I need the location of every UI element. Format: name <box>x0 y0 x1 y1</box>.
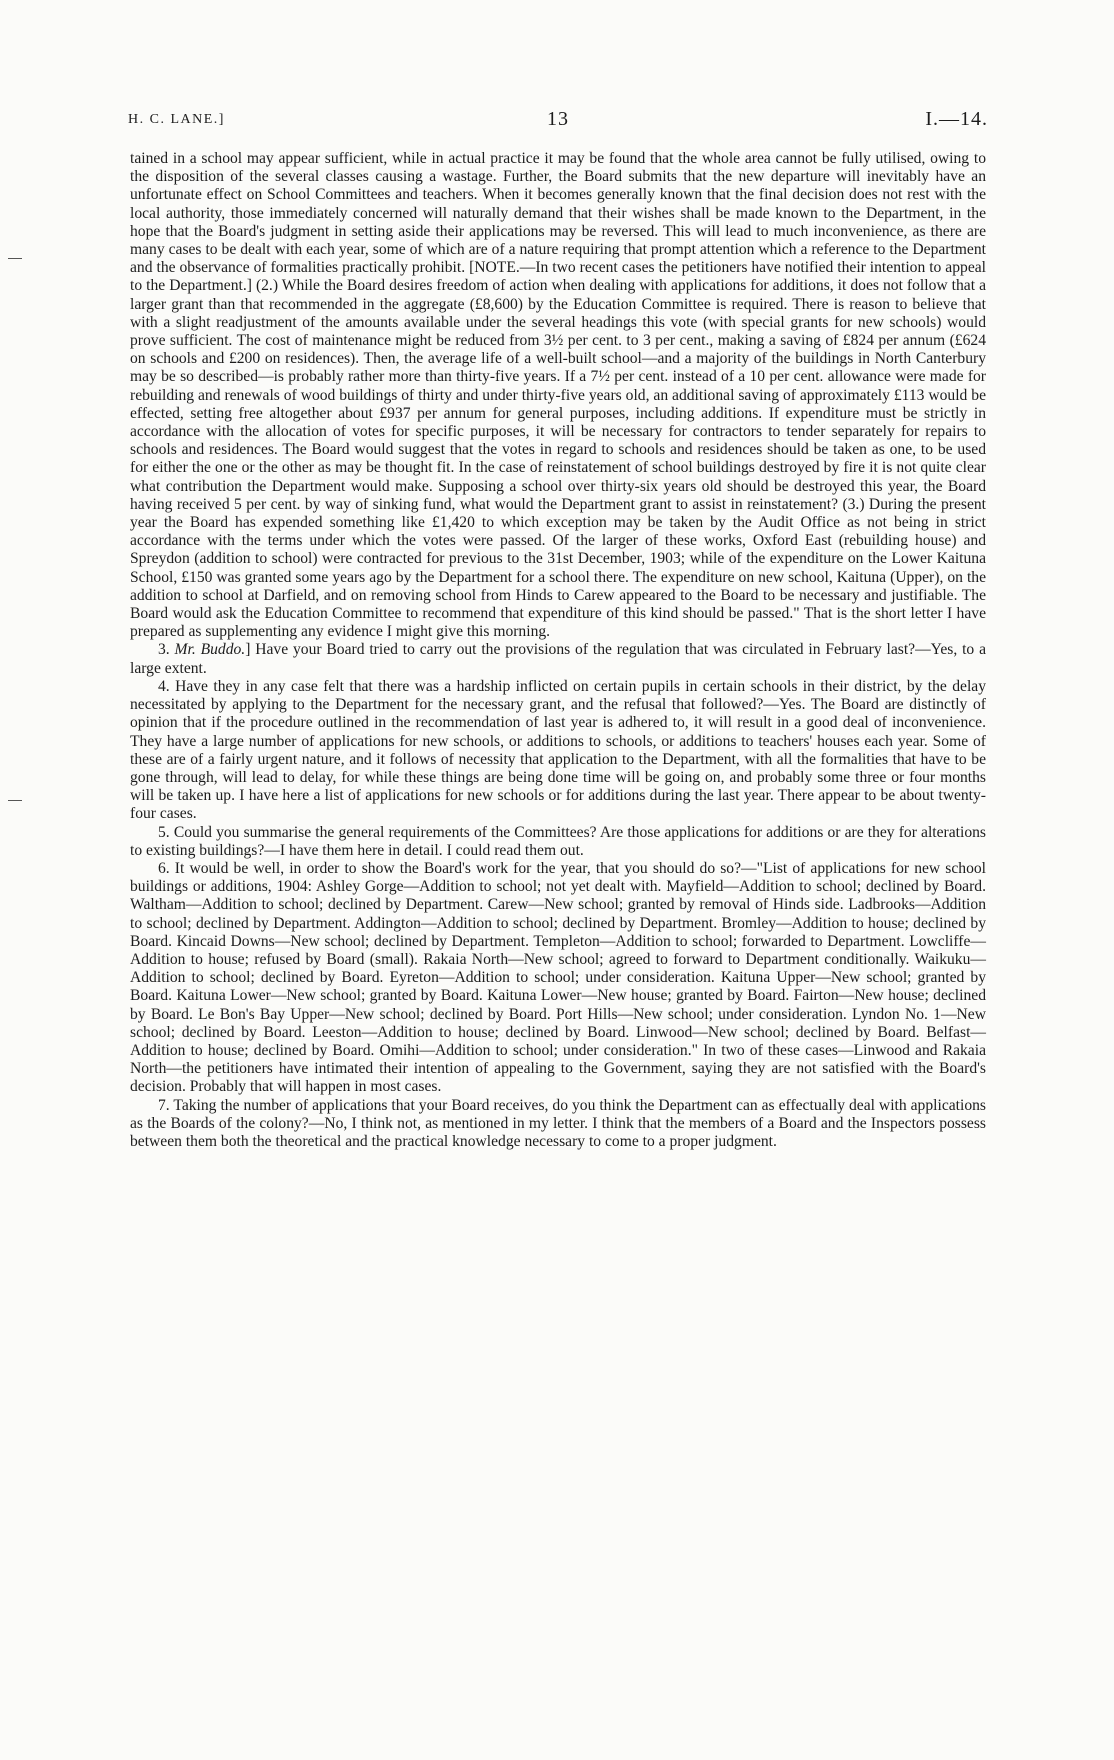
paragraph-continued: tained in a school may appear sufficient, while in actual practice it may be found that the whole area cannot be fully utilised, owing to the disposition of the several classes causing a wastage. Further, the Board submits that the new departure will inevitably have an unfortunate effect on School Committees and teachers. When it becomes generally known that the final decision does not rest with the local authority, those immediately concerned will naturally demand that their wishes shall be made known to the Department, in the hope that the Board's judgment in setting aside their applications may be reversed. This will lead to much inconvenience, as there are many cases to be dealt with each year, some of which are of a nature requiring that prompt attention which a reference to the Department and the observance of formalities practically prohibit. [NOTE.—In two recent cases the petitioners have notified their intention to appeal to the Department.] (2.) While the Board desires freedom of action when dealing with applications for additions, it does not follow that a larger grant than that recommended in the aggregate (£8,600) by the Education Committee is required. There is reason to believe that with a slight readjustment of the amounts available under the several headings this vote (with special grants for new schools) would prove sufficient. The cost of maintenance might be reduced from 3½ per cent. to 3 per cent., making a saving of £824 per annum (£624 on schools and £200 on residences). Then, the average life of a well-built school—and a majority of the buildings in North Canterbury may be so described—is probably rather more than thirty-five years. If a 7½ per cent. instead of a 10 per cent. allowance were made for rebuilding and renewals of wood buildings of thirty and under thirty-five years old, an additional saving of approximately £113 would be effected, setting free altogether about £937 per annum for general purposes, including additions. If expenditure must be strictly in accordance with the allocation of votes for specific purposes, it will be necessary for contractors to tender separately for repairs to schools and residences. The Board would suggest that the votes in regard to schools and residences should be taken as one, to be used for either the one or the other as may be thought fit. In the case of reinstatement of school buildings destroyed by fire it is not quite clear what contribution the Department would make. Supposing a school over thirty-six years old should be destroyed this year, the Board having received 5 per cent. by way of sinking fund, what would the Department grant to assist in reinstatement? (3.) During the present year the Board has expended something like £1,420 to which exception may be taken by the Audit Office as not being in strict accordance with the terms under which the votes were passed. Of the larger of these works, Oxford East (rebuilding house) and Spreydon (addition to school) were contracted for previous to the 31st December, 1903; while of the expenditure on the Lower Kaituna School, £150 was granted some years ago by the Department for a school there. The expenditure on new school, Kaituna (Upper), on the addition to school at Darfield, and on removing school from Hinds to Carew appeared to the Board to be necessary and justifiable. The Board would ask the Education Committee to recommend that expenditure of this kind should be passed." That is the short letter I have prepared as supplementing any evidence I might give this morning. <box>130 150 986 641</box>
speaker-name: Mr. Buddo. <box>174 641 246 659</box>
page-header <box>128 108 988 138</box>
paragraph-question-4: 4. Have they in any case felt that there was a hardship inflicted on certain pupils in certain schools in their district, by the delay necessitated by applying to the Department for the necessary grant, and the refusal that followed?—Yes. The Board are distinctly of opinion that if the procedure outlined in the recommendation of last year is adhered to, it will result in a good deal of inconvenience. They have a large number of applications for new schools, or additions to schools, or additions to teachers' houses each year. Some of these are of a fairly urgent nature, and it follows of necessity that application to the Department, with all the formalities that have to be gone through, will lead to delay, for while these things are being done time will be going on, and probably some three or four months will be taken up. I have here a list of applications for new schools or for additions during the last year. There appear to be about twenty-four cases. <box>130 677 986 823</box>
header-witness-name: H. C. LANE.] <box>128 112 225 127</box>
page-number: 13 <box>547 108 569 130</box>
question-number: 3. <box>158 641 175 659</box>
paragraph-question-3 <box>130 641 986 677</box>
paragraph-question-5: 5. Could you summarise the general requirements of the Committees? Are those applications for additions or are they for alterations to existing buildings?—I have them here in detail. I could read them out. <box>130 823 986 859</box>
paragraph-question-7: 7. Taking the number of applications that your Board receives, do you think the Department can as effectually deal with applications as the Boards of the colony?—No, I think not, as mentioned in my letter. I think that the members of a Board and the Inspectors possess between them both the theoretical and the practical knowledge necessary to come to a proper judgment. <box>130 1096 986 1150</box>
paper-reference: I.—14. <box>925 108 988 130</box>
paragraph-question-6: 6. It would be well, in order to show the Board's work for the year, that you should do so?—"List of applications for new school buildings or additions, 1904: Ashley Gorge—Addition to school; not yet dealt with. Mayfield—Addition to school; declined by Board. Waltham—Addition to school; declined by Department. Carew—New school; granted by removal of Hinds side. Ladbrooks—Addition to school; declined by Department. Addington—Addition to school; declined by Department. Bromley—Addition to house; declined by Board. Kincaid Downs—New school; declined by Department. Templeton—Addition to school; forwarded to Department. Lowcliffe—Addition to house; refused by Board (small). Rakaia North—New school; agreed to forward to Department conditionally. Waikuku—Addition to school; declined by Board. Eyreton—Addition to school; under consideration. Kaituna Upper—New school; granted by Board. Kaituna Lower—New school; granted by Board. Kaituna Lower—New house; granted by Board. Fairton—New house; declined by Board. Le Bon's Bay Upper—New school; declined by Board. Port Hills—New school; under consideration. Lyndon No. 1—New school; declined by Board. Leeston—Addition to house; declined by Board. Linwood—New school; declined by Board. Belfast—Addition to house; declined by Board. Omihi—Addition to school; under consideration." In two of these cases—Linwood and Rakaia North—the petitioners have intimated their intention of appealing to the Government, saying they are not satisfied with the Board's decision. Probably that will happen in most cases. <box>130 859 986 1096</box>
margin-mark <box>8 258 22 259</box>
margin-mark <box>8 800 22 801</box>
document-body <box>130 150 986 1151</box>
question-text: ] Have your Board tried to carry out the provisions of the regulation that was circulated in February last?—Yes, to a large extent. <box>130 641 986 677</box>
